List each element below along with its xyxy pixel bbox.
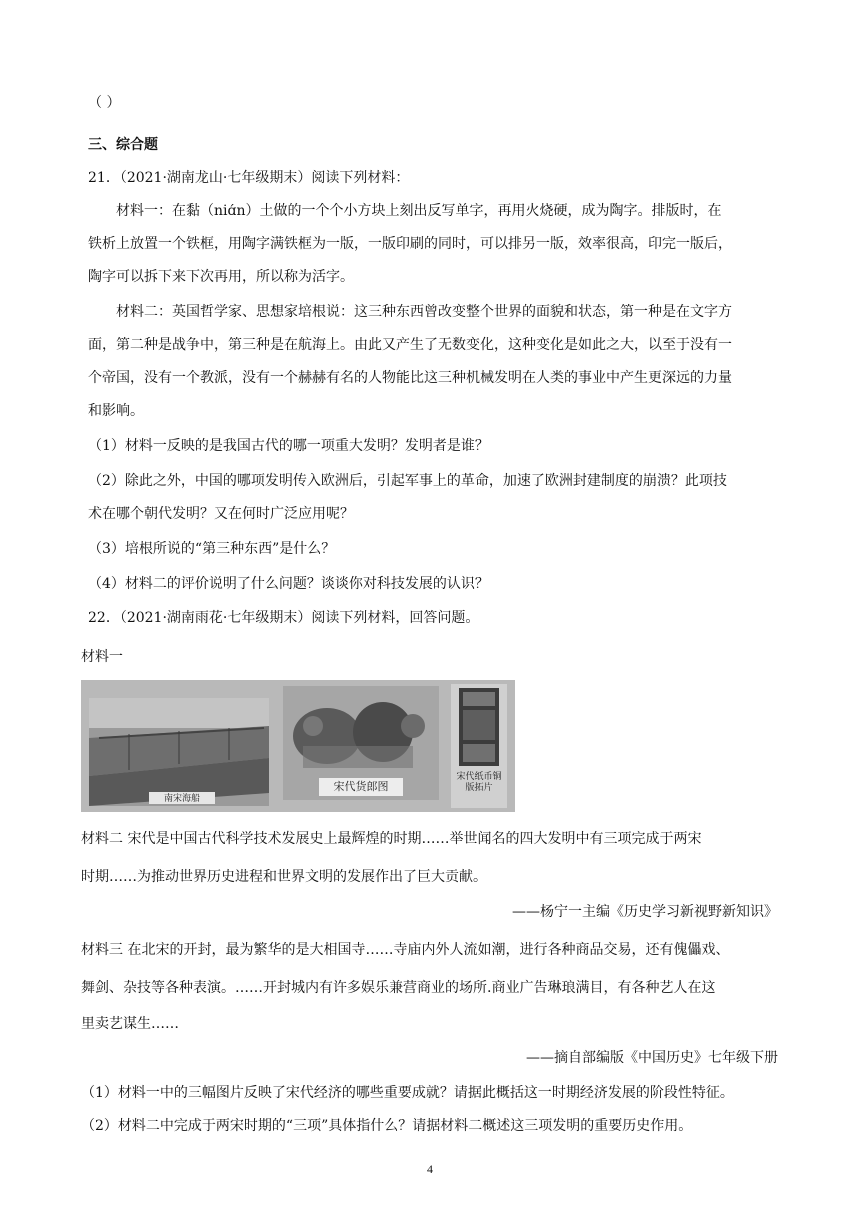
q21-sub4: （4）材料二的评价说明了什么问题？谈谈你对科技发展的认识？ [88,576,489,592]
q21-material1-line2: 铁析上放置一个铁框，用陶字满铁框为一版，一版印刷的同时，可以排另一版，效率很高，印完一版后， [88,236,732,252]
q22-material1-label: 材料一 [81,649,123,665]
q22-material3-line2: 舞剑、杂技等各种表演。……开封城内有许多娱乐兼营商业的场所.商业广告琳琅满目，有各种艺人在这 [81,980,716,996]
q21-material2-line2: 面，第二种是战争中，第三种是在航海上。由此又产生了无数变化，这种变化是如此之大，以至于没有一 [88,337,732,353]
caption-song-paper-money: 宋代纸币铜版拓片 [456,772,502,793]
q22-material3-line1: 材料三 在北宋的开封，最为繁华的是大相国寺……寺庙内外人流如潮，进行各种商品交易，还有傀儡戏、 [81,942,730,958]
q21-sub2-line2: 术在哪个朝代发明？又在何时广泛应用呢？ [88,506,354,522]
q22-sub2: （2）材料二中完成于两宋时期的“三项”具体指什么？请据材料二概述这三项发明的重要历史作用。 [81,1118,693,1134]
q22-material2-line2: 时期……为推动世界历史进程和世界文明的发展作出了巨大贡献。 [81,869,487,885]
q21-sub1: （1）材料一反映的是我国古代的哪一项重大发明？发明者是谁？ [88,438,489,454]
q22-stem: 22．（2021·湖南雨花·七年级期末）阅读下列材料，回答问题。 [88,610,480,626]
q21-sub3: （3）培根所说的“第三种东西”是什么？ [88,541,336,557]
section-title: 三、综合题 [88,137,158,153]
answer-bracket: （ ） [88,95,121,111]
q21-material2-line4: 和影响。 [88,403,144,419]
q22-material2-source: ——杨宁一主编《历史学习新视野新知识》 [512,904,778,920]
q21-material2-line1: 材料二：英国哲学家、思想家培根说：这三种东西曾改变整个世界的面貌和状态，第一种是在文字方 [116,304,732,320]
q22-sub1: （1）材料一中的三幅图片反映了宋代经济的哪些重要成就？请据此概括这一时期经济发展的阶段性特征。 [81,1085,734,1101]
material1-photo-strip [81,680,515,812]
page-number: 4 [427,1162,433,1176]
caption-song-ship: 南宋海船 [163,794,200,804]
song-ship-photo [89,698,269,806]
caption-song-peddler: 宋代货郎图 [333,780,389,793]
q22-material3-source: ——摘自部编版《中国历史》七年级下册 [526,1050,778,1066]
q22-material2-line1: 材料二 宋代是中国古代科学技术发展史上最辉煌的时期……举世闻名的四大发明中有三项完成于两宋 [81,831,702,847]
q21-material1-line1: 材料一：在黏（niɑ́n）土做的一个个小方块上刻出反写单字，再用火烧硬，成为陶字。排版时，在 [116,203,722,219]
q21-stem: 21．（2021·湖南龙山·七年级期末）阅读下列材料： [88,170,410,186]
q21-material1-line3: 陶字可以拆下来下次再用，所以称为活字。 [88,269,354,285]
q21-sub2-line1: （2）除此之外，中国的哪项发明传入欧洲后，引起军事上的革命，加速了欧洲封建制度的崩溃？此项技 [88,473,727,489]
q21-material2-line3: 个帝国，没有一个教派，没有一个赫赫有名的人物能比这三种机械发明在人类的事业中产生更深远的力量 [88,370,732,386]
q22-material3-line3: 里卖艺谋生…… [81,1016,179,1032]
